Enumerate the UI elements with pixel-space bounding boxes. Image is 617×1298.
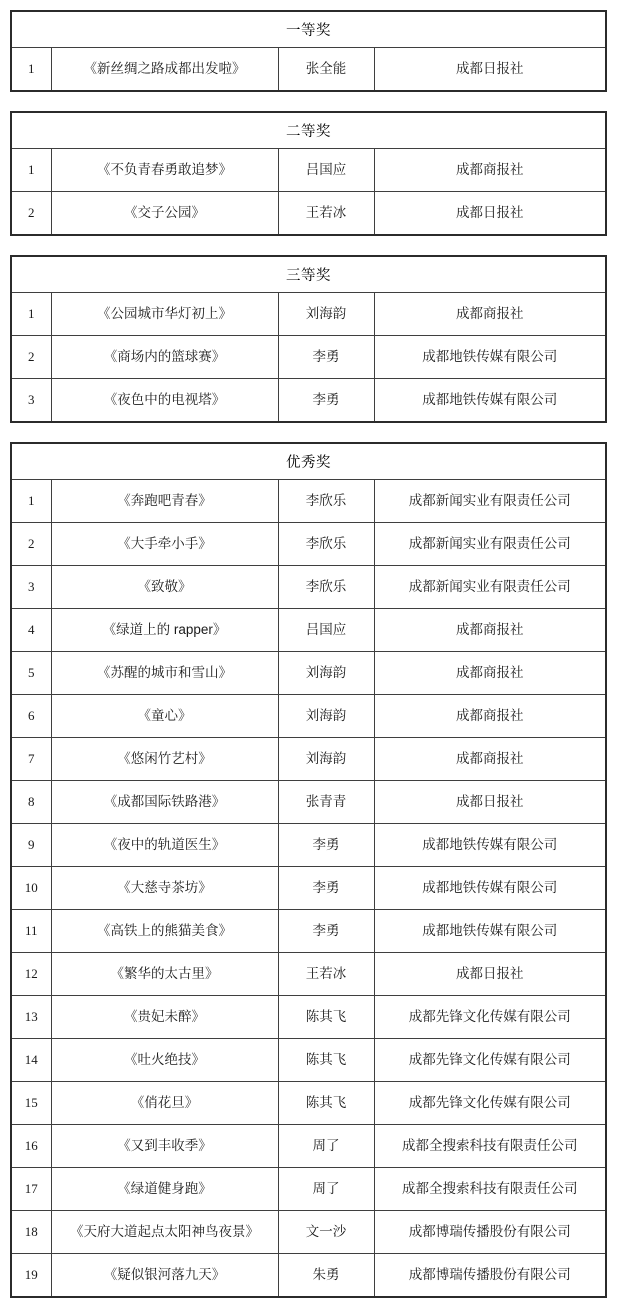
row-organization-cell: 成都日报社: [374, 953, 606, 996]
table-row: [11, 781, 606, 824]
row-author-cell: 刘海韵: [278, 652, 374, 695]
row-index-cell: 8: [11, 781, 51, 824]
row-index-cell: 6: [11, 695, 51, 738]
row-index-cell: 2: [11, 192, 51, 236]
row-work-title-cell: 《悠闲竹艺村》: [51, 738, 278, 781]
row-work-title-cell: 《奔跑吧青春》: [51, 480, 278, 523]
table-row: [11, 1039, 606, 1082]
award-section-table: [10, 442, 607, 1298]
row-author-cell: 李欣乐: [278, 566, 374, 609]
row-organization-cell: 成都地铁传媒有限公司: [374, 824, 606, 867]
row-index-cell: 1: [11, 480, 51, 523]
row-author-cell: 王若冰: [278, 953, 374, 996]
row-work-title-cell: 《商场内的篮球赛》: [51, 336, 278, 379]
row-work-title-cell: 《苏醒的城市和雪山》: [51, 652, 278, 695]
row-organization-cell: 成都地铁传媒有限公司: [374, 910, 606, 953]
row-work-title-cell: 《交子公园》: [51, 192, 278, 236]
row-author-cell: 李勇: [278, 336, 374, 379]
table-row: [11, 149, 606, 192]
row-organization-cell: 成都地铁传媒有限公司: [374, 379, 606, 423]
row-organization-cell: 成都日报社: [374, 781, 606, 824]
row-author-cell: 文一沙: [278, 1211, 374, 1254]
row-index-cell: 15: [11, 1082, 51, 1125]
row-index-cell: 10: [11, 867, 51, 910]
row-author-cell: 吕国应: [278, 609, 374, 652]
row-index-cell: 5: [11, 652, 51, 695]
row-organization-cell: 成都博瑞传播股份有限公司: [374, 1254, 606, 1298]
table-row: [11, 379, 606, 423]
row-work-title-cell: 《又到丰收季》: [51, 1125, 278, 1168]
row-work-title-cell: 《高铁上的熊猫美食》: [51, 910, 278, 953]
award-section-table: [10, 255, 607, 423]
row-work-title-cell: 《绿道上的 rapper》: [51, 609, 278, 652]
row-organization-cell: 成都商报社: [374, 652, 606, 695]
row-author-cell: 李勇: [278, 824, 374, 867]
row-index-cell: 14: [11, 1039, 51, 1082]
table-row: [11, 1168, 606, 1211]
row-work-title-cell: 《俏花旦》: [51, 1082, 278, 1125]
table-row: [11, 609, 606, 652]
row-organization-cell: 成都地铁传媒有限公司: [374, 336, 606, 379]
row-index-cell: 1: [11, 48, 51, 92]
row-work-title-cell: 《绿道健身跑》: [51, 1168, 278, 1211]
table-row: [11, 1082, 606, 1125]
row-work-title-cell: 《夜中的轨道医生》: [51, 824, 278, 867]
award-section-header-row: [11, 256, 606, 293]
row-work-title-cell: 《童心》: [51, 695, 278, 738]
award-section-table: [10, 10, 607, 92]
row-author-cell: 吕国应: [278, 149, 374, 192]
row-index-cell: 2: [11, 336, 51, 379]
row-author-cell: 周了: [278, 1125, 374, 1168]
row-work-title-cell: 《成都国际铁路港》: [51, 781, 278, 824]
row-author-cell: 李勇: [278, 910, 374, 953]
table-row: [11, 910, 606, 953]
table-row: [11, 192, 606, 236]
row-author-cell: 李欣乐: [278, 523, 374, 566]
row-index-cell: 3: [11, 566, 51, 609]
row-organization-cell: 成都博瑞传播股份有限公司: [374, 1211, 606, 1254]
row-author-cell: 陈其飞: [278, 996, 374, 1039]
table-row: [11, 738, 606, 781]
row-index-cell: 3: [11, 379, 51, 423]
row-index-cell: 9: [11, 824, 51, 867]
row-organization-cell: 成都商报社: [374, 695, 606, 738]
row-work-title-cell: 《疑似银河落九天》: [51, 1254, 278, 1298]
award-section-title: 三等奖: [11, 256, 606, 293]
row-organization-cell: 成都日报社: [374, 48, 606, 92]
row-organization-cell: 成都先锋文化传媒有限公司: [374, 1039, 606, 1082]
row-index-cell: 18: [11, 1211, 51, 1254]
row-organization-cell: 成都全搜索科技有限责任公司: [374, 1168, 606, 1211]
row-index-cell: 17: [11, 1168, 51, 1211]
row-work-title-cell: 《大手牵小手》: [51, 523, 278, 566]
row-organization-cell: 成都先锋文化传媒有限公司: [374, 996, 606, 1039]
row-work-title-cell: 《贵妃未醉》: [51, 996, 278, 1039]
row-index-cell: 4: [11, 609, 51, 652]
table-row: [11, 652, 606, 695]
row-author-cell: 陈其飞: [278, 1039, 374, 1082]
table-row: [11, 695, 606, 738]
row-organization-cell: 成都日报社: [374, 192, 606, 236]
row-author-cell: 周了: [278, 1168, 374, 1211]
table-row: [11, 293, 606, 336]
table-row: [11, 1211, 606, 1254]
row-organization-cell: 成都商报社: [374, 738, 606, 781]
row-index-cell: 19: [11, 1254, 51, 1298]
row-organization-cell: 成都新闻实业有限责任公司: [374, 523, 606, 566]
row-author-cell: 李欣乐: [278, 480, 374, 523]
table-row: [11, 480, 606, 523]
row-index-cell: 13: [11, 996, 51, 1039]
row-index-cell: 11: [11, 910, 51, 953]
row-index-cell: 16: [11, 1125, 51, 1168]
row-author-cell: 刘海韵: [278, 738, 374, 781]
row-work-title-cell: 《不负青春勇敢追梦》: [51, 149, 278, 192]
row-organization-cell: 成都全搜索科技有限责任公司: [374, 1125, 606, 1168]
row-work-title-cell: 《繁华的太古里》: [51, 953, 278, 996]
row-index-cell: 2: [11, 523, 51, 566]
row-organization-cell: 成都新闻实业有限责任公司: [374, 566, 606, 609]
table-row: [11, 953, 606, 996]
table-row: [11, 566, 606, 609]
table-row: [11, 824, 606, 867]
row-organization-cell: 成都商报社: [374, 293, 606, 336]
table-row: [11, 1125, 606, 1168]
row-author-cell: 张全能: [278, 48, 374, 92]
table-row: [11, 996, 606, 1039]
row-work-title-cell: 《新丝绸之路成都出发啦》: [51, 48, 278, 92]
row-organization-cell: 成都商报社: [374, 609, 606, 652]
row-index-cell: 12: [11, 953, 51, 996]
table-row: [11, 523, 606, 566]
row-organization-cell: 成都商报社: [374, 149, 606, 192]
row-author-cell: 张青青: [278, 781, 374, 824]
award-tables-container: [10, 10, 607, 1298]
award-section-table: [10, 111, 607, 236]
award-section-header-row: [11, 443, 606, 480]
row-author-cell: 李勇: [278, 867, 374, 910]
table-row: [11, 1254, 606, 1298]
row-index-cell: 7: [11, 738, 51, 781]
table-row: [11, 48, 606, 92]
row-organization-cell: 成都地铁传媒有限公司: [374, 867, 606, 910]
table-row: [11, 336, 606, 379]
award-section-header-row: [11, 112, 606, 149]
row-index-cell: 1: [11, 293, 51, 336]
award-section-title: 二等奖: [11, 112, 606, 149]
row-work-title-cell: 《致敬》: [51, 566, 278, 609]
row-work-title-cell: 《大慈寺茶坊》: [51, 867, 278, 910]
row-author-cell: 王若冰: [278, 192, 374, 236]
table-row: [11, 867, 606, 910]
row-work-title-cell: 《天府大道起点太阳神鸟夜景》: [51, 1211, 278, 1254]
row-index-cell: 1: [11, 149, 51, 192]
award-section-title: 优秀奖: [11, 443, 606, 480]
row-work-title-cell: 《吐火绝技》: [51, 1039, 278, 1082]
row-author-cell: 刘海韵: [278, 293, 374, 336]
row-author-cell: 刘海韵: [278, 695, 374, 738]
award-section-title: 一等奖: [11, 11, 606, 48]
row-work-title-cell: 《公园城市华灯初上》: [51, 293, 278, 336]
row-organization-cell: 成都先锋文化传媒有限公司: [374, 1082, 606, 1125]
row-work-title-cell: 《夜色中的电视塔》: [51, 379, 278, 423]
row-organization-cell: 成都新闻实业有限责任公司: [374, 480, 606, 523]
row-author-cell: 李勇: [278, 379, 374, 423]
row-author-cell: 朱勇: [278, 1254, 374, 1298]
row-author-cell: 陈其飞: [278, 1082, 374, 1125]
award-section-header-row: [11, 11, 606, 48]
